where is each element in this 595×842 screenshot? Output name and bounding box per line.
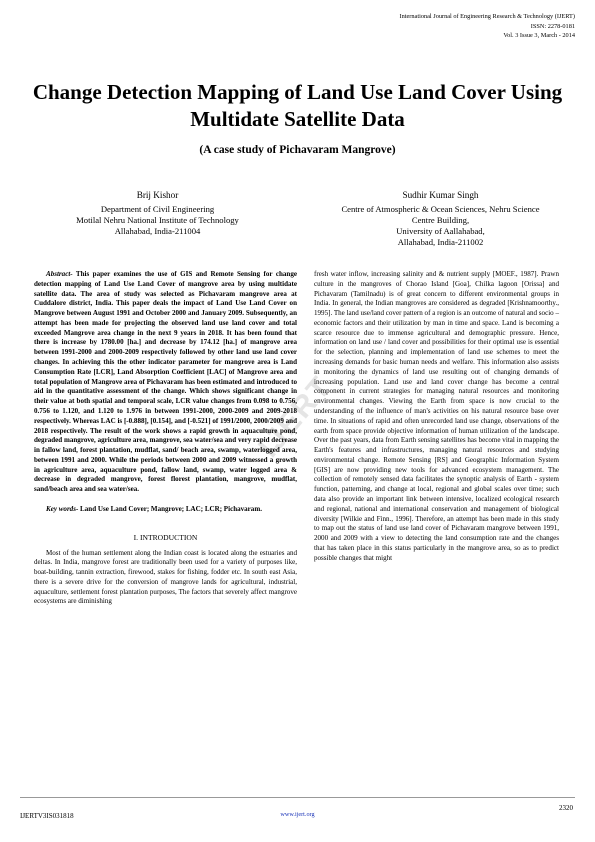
author-name: Brij Kishor: [136, 190, 179, 200]
introduction-paragraph-left: Most of the human settlement along the Indian coast is located along the estuaries and deltas. In India, mangrove forest are traditionally been used for a variety of purposes like, boat-building, tannin extraction, firewood, stakes for fishing, fodder etc. In south east Asia, there is a severe drive for the conversion of mangrove lands for agricultural, industrial, aquaculture, settlement forest plantation purposes, The factors that severely affect mangrove ecosystems are diminishing: [34, 548, 297, 606]
journal-name: International Journal of Engineering Research & Technology (IJERT): [399, 13, 575, 20]
author-block-1: [40, 190, 275, 237]
author-affiliation-line: Allahabad, India-211004: [114, 226, 201, 236]
author-block-2: [318, 190, 563, 248]
abstract: [34, 270, 297, 495]
right-column: [314, 270, 559, 563]
keywords-text: Land Use Land Cover; Mangrove; LAC; LCR; Pichavaram.: [78, 504, 262, 513]
abstract-text: This paper examines the use of GIS and Remote Sensing for change detection mapping of Land Use Land Cover of mangrove area by using multidate satellite data. The area of study was selected as Pichavaram mangrove area at Cuddalore district, India. This paper deals the impact of Land Use Land Cover on Mangrove between August 1991 and October 2000 and January 2009. Subsequently, an attempt has been made for projecting the observed land use land cover and total exceeded Mangrove area change in the next 9 years in 2018. It has been found that there is increase by 1780.00 [ha.] and decrease by 174.12 [ha.] of mangrove area between 1991-2000 and 2000-2009 respectively followed by other land use land cover changes. In achieving this the other indicator parameter for mangrove area is Land Consumption Rate [LCR], Land Absorption Coefficient [LAC] of Mangrove area and total population of Mangrove area of Pichavaram has been estimated and introduced to aid in the quantitative assessment of the change. Which shows significant change in their value at both spatial and temporal scale, LCR value changes from 0.098 to 0.756, 0.756 to 1.120, and 1.120 to 1.976 in between 1991-2000, 2000-2009 and 2009-2018 respectively. Whereas LAC is [-0.888], [0.154], and [-0.521] of 1991/2000, 2000/2009 and 2018 respectively. The result of the work shows a rapid growth in aquaculture pond, degraded mangrove, agriculture area, mangrove, sea water/sea and very rapid decrease in fallow land, forest plantation, mudflat, sand/ beach area, swamp, waterlogged area, between 1991 and 2000. While the periods between 2000 and 2009 witnessed a growth in agriculture area, aquaculture pond, fallow land, swamp, water logged area & decrease in degraded mangrove, forest florest plantation, mangrove, mudflat, sand/beach area and sea water/sea.: [34, 270, 297, 494]
footer-rule: [20, 797, 575, 798]
author-affiliation-line: University of Aallahabad,: [396, 226, 485, 236]
keywords-label: Key words-: [46, 504, 79, 513]
journal-header: [400, 12, 576, 41]
section-heading-introduction: I. INTRODUCTION: [133, 532, 198, 542]
author-affiliation-line: Department of Civil Engineering: [100, 204, 215, 214]
page-number: 2320: [559, 804, 573, 812]
introduction-paragraph-right: fresh water inflow, increasing salinity and & nutrient supply [MOEF., 1987]. Prawn culture in the mangroves of Chorao Island [Goa], Chilka lagoon [Orissa] and Pichavaram (Tamilnadu) is of great concern to different environmental groups in India. In general, the Indian mangroves are considered as degraded [Krishnamoorthy., 1995]. The land use/land cover pattern of a region is an outcome of natural and socio – economic factors and their utilization by man in time and space. Land is becoming a scarce resource due to immense agricultural and demographic pressure. Hence, information on land use / land cover and possibilities for their optimal use is essential for the selection, planning and implementation of land use schemes to meet the increasing demands for basic human needs and welfare. This information also assists in monitoring the dynamics of land use resulting out of changing demands of increasing population. Land use and land cover change has become a central component in current strategies for managing natural resources and monitoring environmental changes. Viewing the Earth from space is now crucial to the understanding of the influence of man's activities on his natural resource base over time. In situations of rapid and often unrecorded land use change, observations of the earth from space provide objective information of human utilization of the landscape. Over the past years, data from Earth sensing satellites has become vital in mapping the Earth's features and infrastructures, managing natural resources and studying environmental change. Remote Sensing [RS] and Geographic Information System [GIS] are now providing new tools for advanced ecosystem management. The collection of remotely sensed data facilitates the synoptic analysis of Earth - system function, patterning, and change at local, regional and global scales over time; such data also provide an important link between intensive, localized ecological research and regional, national and international conservation and management of biological diversity [Wilkie and Finn., 1996]. Therefore, an attempt has been made in this study to map out the status of land use land cover of Pichavaram mangrove between 1991, 2000 and 2009 with a view to detecting the land consumption rate and the changes that has taken place in this status particularly in the mangrove area, so as to predict possible changes that might: [314, 270, 559, 562]
author-affiliation-line: Centre of Atmospheric & Ocean Sciences, Nehru Science: [341, 204, 540, 214]
footer-paper-id: IJERTV3IS031818: [20, 812, 74, 820]
author-affiliation-line: Centre Building,: [411, 215, 470, 225]
abstract-label: Abstract-: [46, 270, 73, 278]
author-name: Sudhir Kumar Singh: [402, 190, 479, 200]
watermark: IJERT: [251, 369, 339, 464]
footer-website-link[interactable]: www.ijert.org: [280, 811, 315, 818]
journal-volume: Vol. 3 Issue 3, March - 2014: [503, 32, 575, 39]
paper-subtitle: (A case study of Pichavaram Mangrove): [199, 144, 396, 156]
keywords: [34, 505, 297, 515]
paper-title: Change Detection Mapping of Land Use Land Cover Using Multidate Satellite Data: [32, 80, 563, 131]
author-affiliation-line: Motilal Nehru National Institute of Technology: [76, 215, 239, 225]
author-affiliation-line: Allahabad, India-211002: [397, 237, 484, 247]
journal-issn: ISSN: 2278-0181: [530, 22, 575, 30]
